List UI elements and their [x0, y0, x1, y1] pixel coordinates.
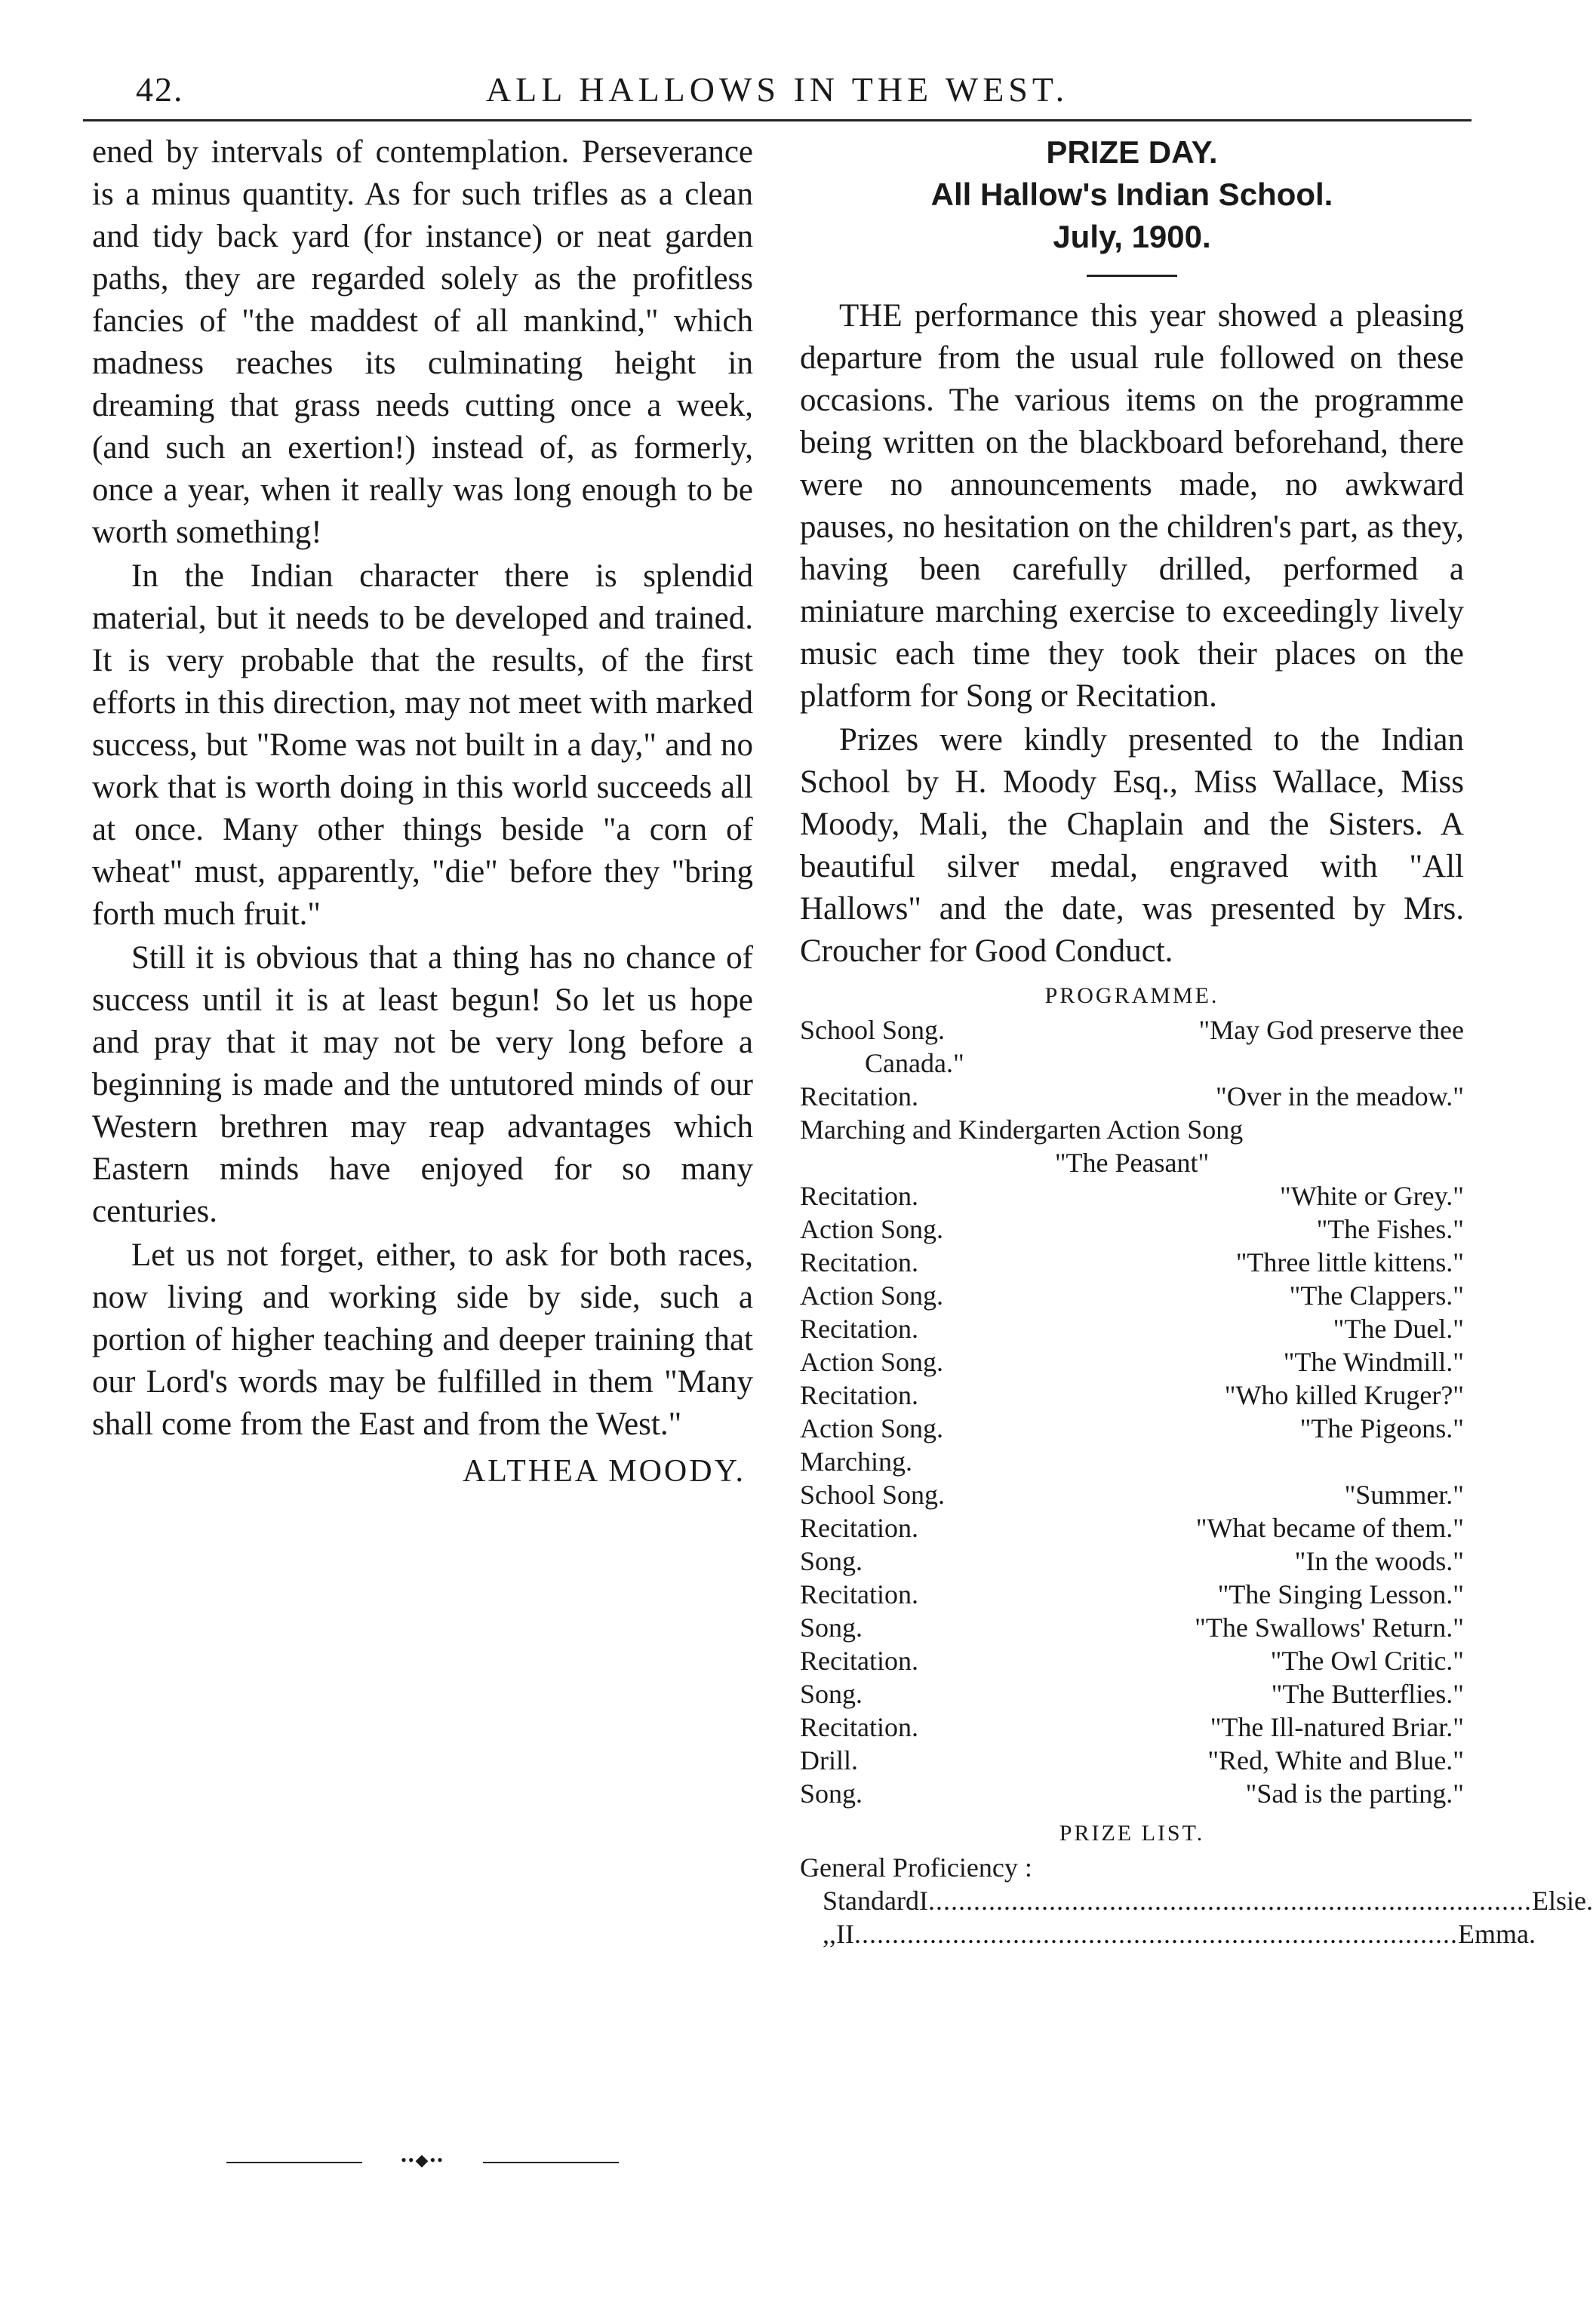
prize-row — [800, 1884, 1593, 1917]
programme-title: "The Fishes." — [1316, 1214, 1464, 1244]
programme-title: "The Duel." — [1333, 1314, 1464, 1344]
programme-title: "In the woods." — [1294, 1546, 1464, 1576]
programme-title: "The Swallows' Return." — [1195, 1612, 1464, 1643]
prize-winner: Elsie. — [1531, 1886, 1593, 1916]
right-column — [800, 131, 1593, 1950]
programme-title: "The Butterflies." — [1271, 1679, 1464, 1709]
programme-item — [800, 1611, 1464, 1644]
programme-item — [800, 1013, 1464, 1047]
programme-title: "Summer." — [1344, 1480, 1464, 1510]
programme-kind: Song. — [800, 1679, 863, 1709]
programme-kind: Recitation. — [800, 1081, 918, 1111]
programme-item — [800, 1312, 1464, 1345]
programme-item — [800, 1246, 1464, 1279]
prize-winner: Emma. — [1457, 1919, 1536, 1949]
article-date: July, 1900. — [1053, 219, 1211, 254]
prize-number: II — [836, 1919, 854, 1949]
programme-item — [800, 1179, 1464, 1213]
programme-kind: Recitation. — [800, 1579, 918, 1609]
programme-title: "May God preserve thee — [1198, 1015, 1464, 1045]
programme-kind: Drill. — [800, 1745, 858, 1775]
programme-kind: Recitation. — [800, 1513, 918, 1543]
programme-title-continued: Canada." — [865, 1048, 964, 1078]
programme-kind: Marching and Kindergarten Action Song — [800, 1114, 1244, 1145]
section-ornament — [226, 2150, 619, 2173]
programme-item — [800, 1213, 1464, 1246]
programme-item — [800, 1578, 1464, 1611]
programme-kind: Recitation. — [800, 1712, 918, 1742]
programme-item — [800, 1279, 1464, 1312]
author-signature: ALTHEA MOODY. — [462, 1454, 746, 1489]
programme-item — [800, 1113, 1464, 1146]
prize-standard: Standard — [823, 1886, 919, 1916]
dot-leader: ................................................................................ — [853, 1919, 1458, 1949]
prize-category: General Proficiency : — [800, 1852, 1032, 1883]
page-header — [83, 69, 1472, 122]
programme-item — [800, 1080, 1464, 1113]
programme-title: "The Singing Lesson." — [1217, 1579, 1464, 1609]
programme-title: "Who killed Kruger?" — [1224, 1380, 1464, 1410]
prize-list-heading: PRIZE LIST. — [1059, 1821, 1205, 1846]
programme-item — [800, 1345, 1464, 1379]
ornament-glyphs: ••◆•• — [401, 2150, 444, 2169]
programme-kind: Recitation. — [800, 1380, 918, 1410]
page-number: 42. — [136, 70, 184, 109]
article-paragraph: Let us not forget, either, to ask for both races, now living and working side by side, such a portion of higher teaching and deeper training that our Lord's words may be fulfilled in them "Many shall come from the East and from the West." — [92, 1237, 753, 1442]
programme-kind: Marching. — [800, 1446, 912, 1477]
programme-title: "Sad is the parting." — [1245, 1778, 1464, 1809]
article-subtitle: All Hallow's Indian School. — [930, 177, 1333, 212]
article-paragraph: Prizes were kindly presented to the Indian School by H. Moody Esq., Miss Wallace, Miss Moody, Mali, the Chaplain and the Sisters. A beautiful silver medal, engraved with "All Hallows" and the date, was presented by Mrs. Croucher for Good Conduct. — [800, 722, 1464, 969]
programme-item — [800, 1511, 1464, 1545]
programme-item — [800, 1412, 1464, 1445]
programme-heading: PROGRAMME. — [1044, 983, 1219, 1008]
programme-title: "Three little kittens." — [1235, 1247, 1464, 1277]
ornament-rule-right — [483, 2162, 619, 2163]
programme-kind: Recitation. — [800, 1646, 918, 1676]
prize-row — [800, 1917, 1536, 1950]
programme-title: "Red, White and Blue." — [1207, 1745, 1464, 1775]
article-paragraph: THE performance this year showed a pleasing departure from the usual rule followed on these occasions. The various items on the programme being written on the blackboard beforehand, there were no announcements made, no awkward pauses, no hesitation on the children's part, as they, having been carefully drilled, performed a miniature marching exercise to exceedingly lively music each time they took their places on the platform for Song or Recitation. — [800, 298, 1464, 714]
programme-title: "Over in the meadow." — [1216, 1081, 1464, 1111]
programme-title-continued: "The Peasant" — [1054, 1148, 1210, 1178]
article-paragraph: In the Indian character there is splendid material, but it needs to be developed and trained. It is very probable that the results, of the first efforts in this direction, may not meet with marked success, but "Rome was not built in a day," and no work that is worth doing in this world succeeds all at once. Many other things beside "a corn of wheat" must, apparently, "die" before they "bring forth much fruit." — [92, 558, 753, 932]
programme-kind: School Song. — [800, 1480, 946, 1510]
programme-kind: Song. — [800, 1612, 863, 1643]
programme-kind: Recitation. — [800, 1247, 918, 1277]
article-paragraph: Still it is obvious that a thing has no chance of success until it is at least begun! So let us hope and pray that it may not be very long before a beginning is made and the untutored minds of our Western brethren may reap advantages which Eastern minds have enjoyed for so many centuries. — [92, 940, 753, 1229]
programme-title: "The Owl Critic." — [1270, 1646, 1464, 1676]
programme-item — [800, 1711, 1464, 1744]
programme-item — [800, 1777, 1464, 1810]
left-column — [92, 131, 753, 1489]
programme-item — [800, 1644, 1464, 1677]
header-rule — [83, 119, 1472, 121]
programme-kind: Song. — [800, 1778, 863, 1809]
programme-kind: Action Song. — [800, 1413, 944, 1443]
article-paragraph: ened by intervals of contemplation. Perseverance is a minus quantity. As for such trifles as a clean and tidy back yard (for instance) or neat garden paths, they are regarded solely as the profitless fancies of "the maddest of all mankind," which madness reaches its culminating height in dreaming that grass needs cutting once a week, (and such an exertion!) instead of, as formerly, once a year, when it really was long enough to be worth something! — [92, 134, 753, 550]
programme-kind: School Song. — [800, 1015, 946, 1045]
article-title: PRIZE DAY. — [1046, 134, 1218, 170]
programme-kind: Recitation. — [800, 1314, 918, 1344]
ornament-rule-left — [226, 2162, 362, 2163]
prize-standard: ,, — [823, 1919, 836, 1949]
programme-kind: Action Song. — [800, 1347, 944, 1377]
prize-number: I — [918, 1886, 928, 1916]
programme-kind: Action Song. — [800, 1214, 944, 1244]
prize-list — [800, 1884, 1593, 1950]
programme-title: "The Pigeons." — [1299, 1413, 1464, 1443]
programme-item — [800, 1677, 1464, 1711]
programme-item — [800, 1744, 1464, 1777]
programme-title: "The Clappers." — [1289, 1280, 1464, 1311]
title-rule — [1087, 275, 1177, 277]
running-title: ALL HALLOWS IN THE WEST. — [485, 70, 1069, 109]
programme-item — [800, 1478, 1464, 1511]
programme-item — [800, 1445, 1464, 1478]
programme-kind: Recitation. — [800, 1181, 918, 1211]
programme-title: "The Windmill." — [1283, 1347, 1464, 1377]
programme-item — [800, 1379, 1464, 1412]
programme-item — [800, 1545, 1464, 1578]
programme-list — [800, 1179, 1464, 1810]
programme-title: "What became of them." — [1195, 1513, 1464, 1543]
programme-kind: Song. — [800, 1546, 863, 1576]
programme-title: "White or Grey." — [1280, 1181, 1464, 1211]
programme-kind: Action Song. — [800, 1280, 944, 1311]
dot-leader: ................................................................................ — [927, 1886, 1532, 1916]
programme-title: "The Ill-natured Briar." — [1210, 1712, 1464, 1742]
